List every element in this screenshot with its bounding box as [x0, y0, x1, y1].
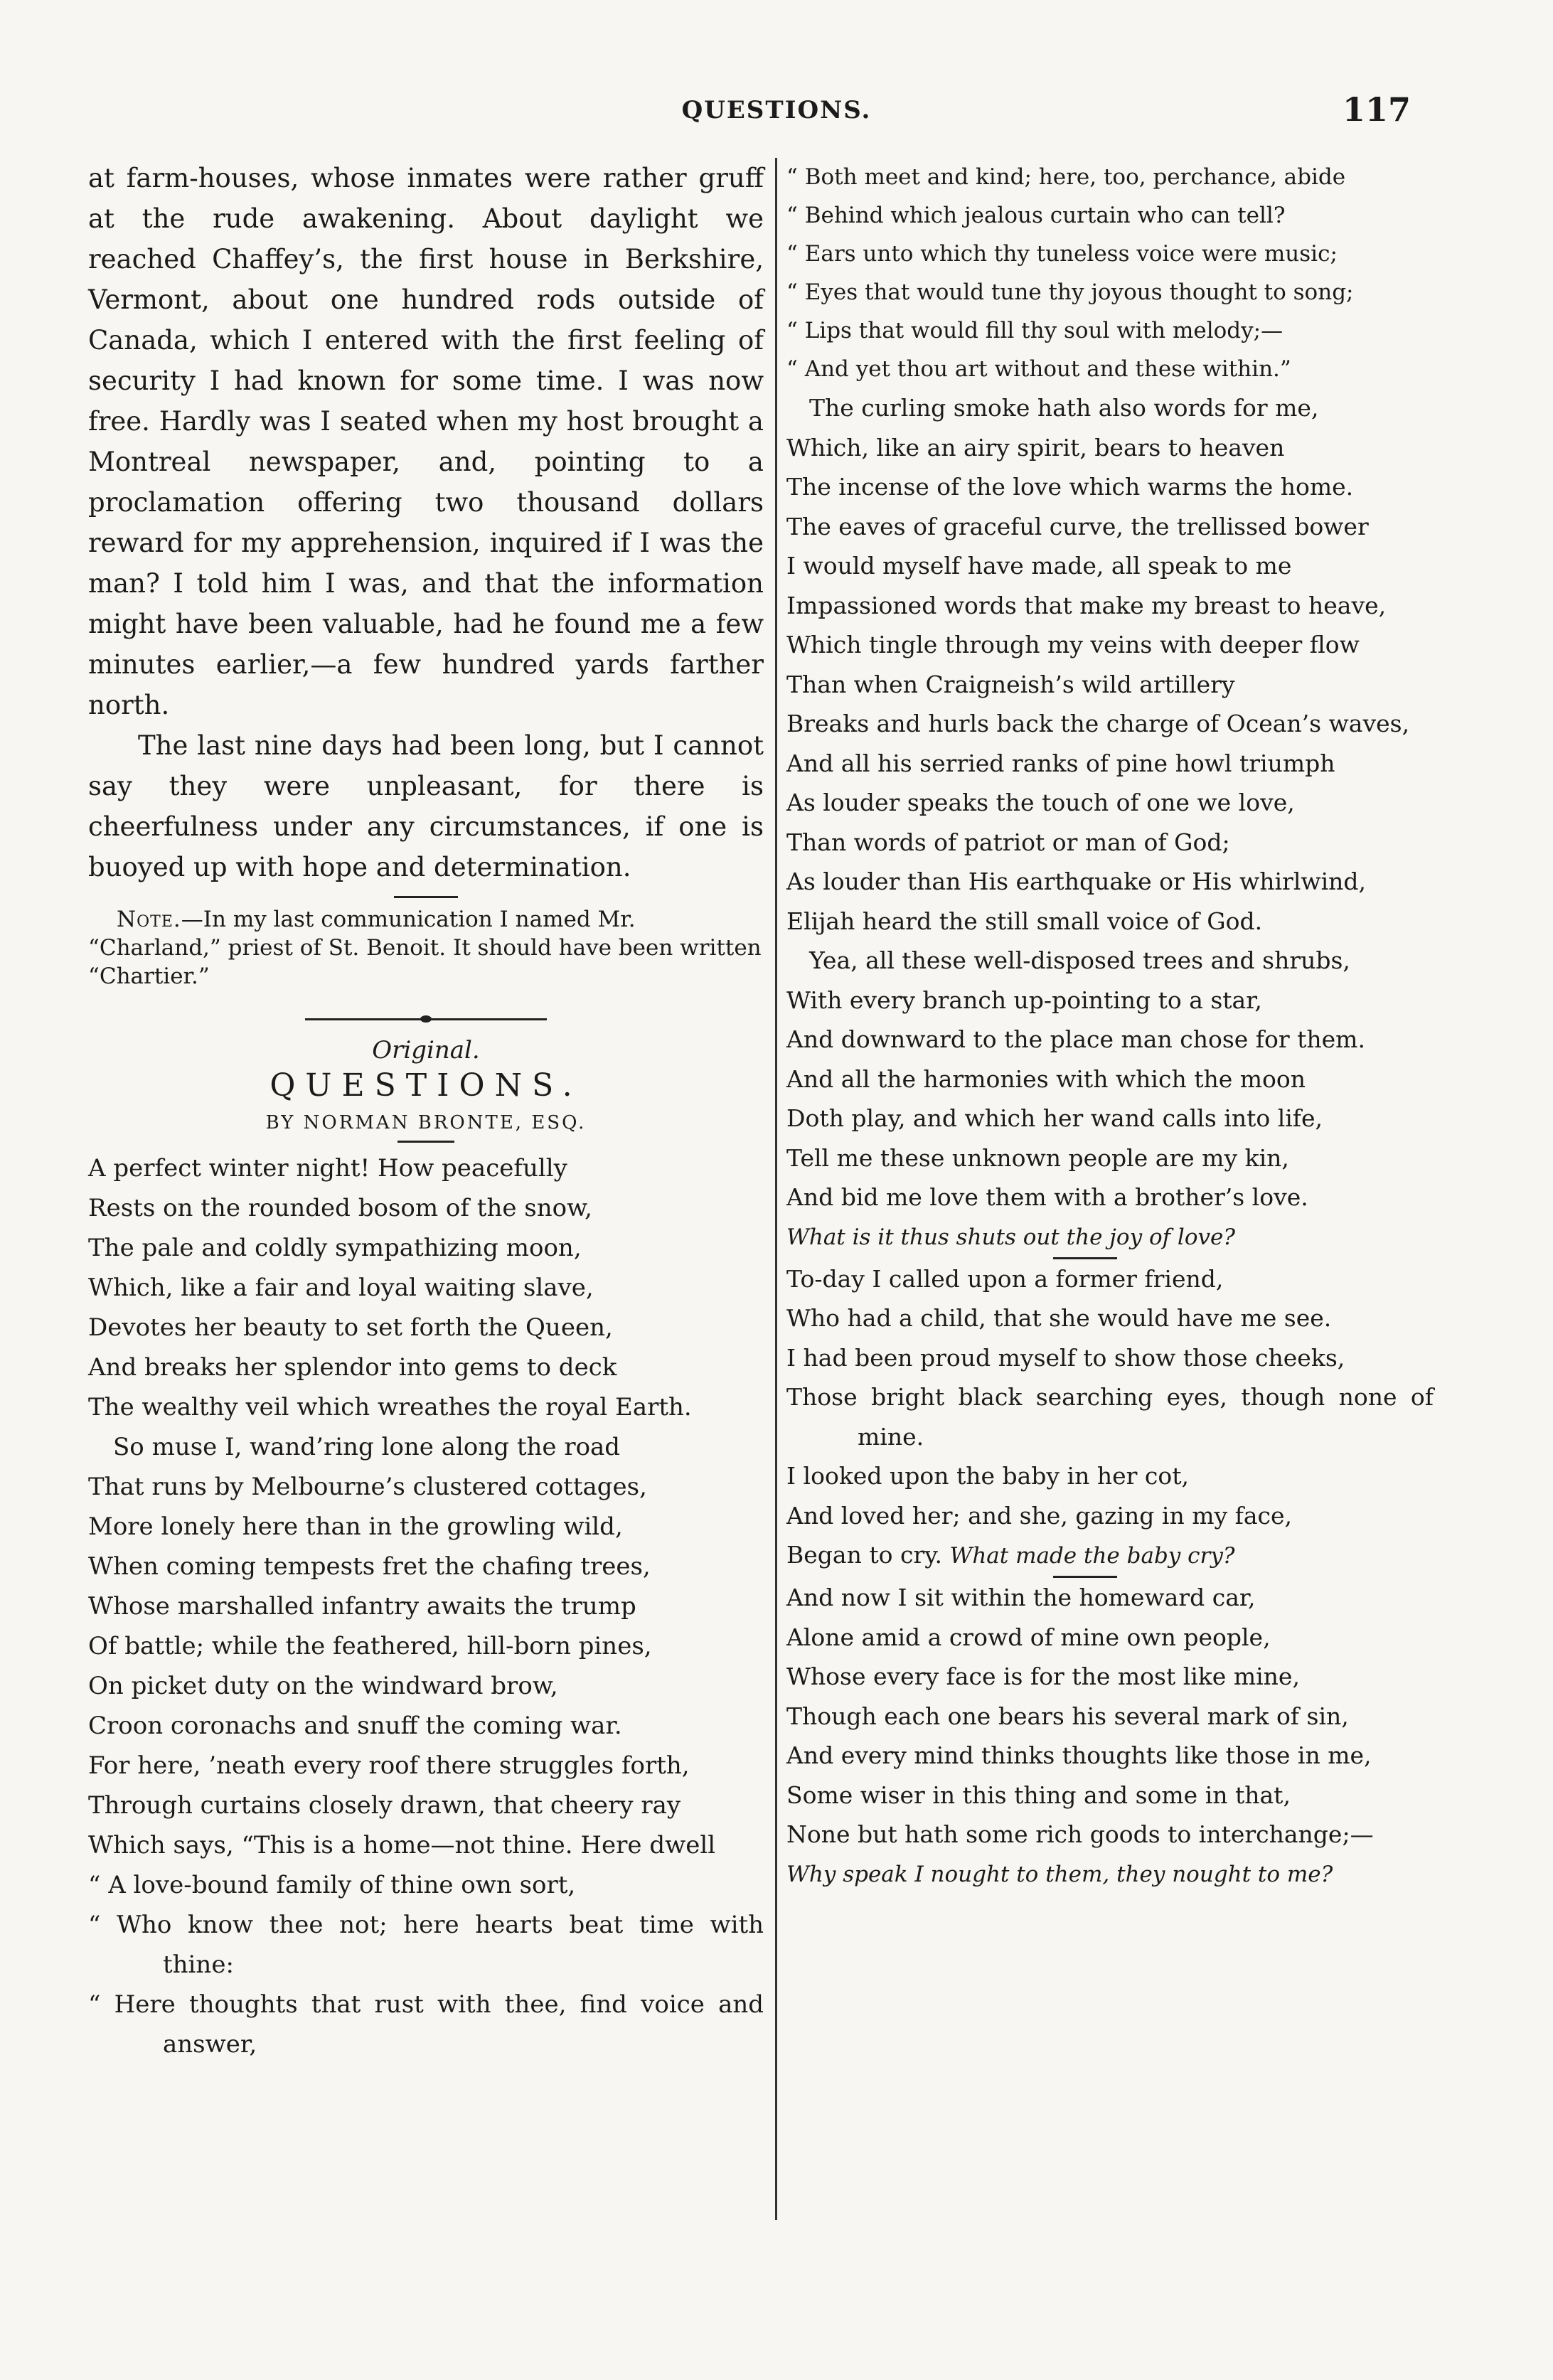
verse-line: More lonely here than in the growling wild,: [88, 1512, 623, 1541]
verse-line: Alone amid a crowd of mine own people,: [786, 1623, 1271, 1651]
ornamental-rule: [305, 1015, 547, 1023]
poem-verse-right-3: [786, 1578, 1434, 1855]
verse-line: The incense of the love which warms the home.: [786, 473, 1354, 501]
verse-line: “ Lips that would fill thy soul with melody;—: [786, 318, 1284, 343]
verse-line: Croon coronachs and snuff the coming war.: [88, 1712, 622, 1740]
column-divider: [775, 158, 777, 2220]
note-text: —In my last communication I named Mr. “Charland,” priest of St. Benoit. It should have been written “Chartier.”: [88, 907, 762, 989]
verse-line: That runs by Melbourne’s clustered cottages,: [88, 1473, 647, 1501]
verse-line: Whose marshalled infantry awaits the trump: [88, 1592, 636, 1621]
verse-line: A perfect winter night! How peacefully: [88, 1154, 567, 1183]
verse-line: Than when Craigneish’s wild artillery: [786, 670, 1235, 698]
verse-line: The wealthy veil which wreathes the royal Earth.: [88, 1393, 692, 1421]
original-label: Original.: [372, 1036, 480, 1064]
verse-line: Elijah heard the still small voice of God.: [786, 907, 1263, 935]
verse-line: And loved her; and she, gazing in my face,: [786, 1501, 1293, 1530]
verse-line: “ A love-bound family of thine own sort,: [88, 1871, 576, 1899]
verse-line: “ Ears unto which thy tuneless voice were music;: [786, 241, 1338, 267]
section-rule: [394, 896, 458, 898]
prose-paragraph: The last nine days had been long, but I cannot say they were unpleasant, for there is cheerfulness under any circumstances, if one is buoyed up with hope and determination.: [88, 730, 764, 882]
verse-line: “ And yet thou art without and these within.”: [786, 356, 1291, 382]
right-column: [786, 158, 1434, 1894]
article-prose: [88, 158, 764, 887]
verse-line: Though each one bears his several mark of sin,: [786, 1702, 1349, 1730]
began-text: Began to cry.: [786, 1541, 942, 1569]
verse-line: Rests on the rounded bosom of the snow,: [88, 1194, 592, 1222]
verse-line: The eaves of graceful curve, the trellissed bower: [786, 512, 1369, 540]
verse-line: And all the harmonies with which the moon: [786, 1064, 1306, 1093]
verse-line: Some wiser in this thing and some in that,: [786, 1781, 1291, 1809]
verse-line: Yea, all these well-disposed trees and shrubs,: [809, 946, 1350, 974]
verse-line: And breaks her splendor into gems to deck: [88, 1353, 617, 1382]
verse-line: Breaks and hurls back the charge of Ocean’s waves,: [786, 710, 1410, 737]
byline-rule: [397, 1141, 454, 1143]
verse-line-began: [786, 1535, 1434, 1576]
verse-line: And every mind thinks thoughts like those in me,: [786, 1741, 1372, 1769]
verse-line: None but hath some rich goods to interchange;—: [786, 1820, 1374, 1848]
verse-line: “ Both meet and kind; here, too, perchance, abide: [786, 164, 1346, 190]
running-title: QUESTIONS.: [681, 96, 872, 124]
verse-line: Through curtains closely drawn, that cheery ray: [88, 1791, 681, 1820]
verse-line: With every branch up-pointing to a star,: [786, 986, 1262, 1014]
verse-line: The curling smoke hath also words for me,: [809, 394, 1319, 422]
verse-line: Which, like a fair and loyal waiting slave,: [88, 1274, 594, 1302]
verse-line: “ Here thoughts that rust with thee, find voice and answer,: [88, 1990, 764, 2059]
byline: BY NORMAN BRONTE, ESQ.: [265, 1112, 587, 1133]
verse-line: So muse I, wand’ring lone along the road: [113, 1433, 621, 1461]
verse-line: Which says, “This is a home—not thine. Here dwell: [88, 1831, 716, 1859]
verse-line: And all his serried ranks of pine howl triumph: [786, 749, 1335, 777]
left-column: [88, 158, 764, 2064]
question-line: What is it thus shuts out the joy of love?: [786, 1224, 1235, 1250]
verse-line: I looked upon the baby in her cot,: [786, 1462, 1189, 1490]
verse-line: To-day I called upon a former friend,: [786, 1264, 1224, 1293]
note-label: Note.: [117, 907, 181, 932]
editor-note: [88, 905, 764, 991]
verse-line: For here, ’neath every roof there struggles forth,: [88, 1751, 690, 1780]
poem-title: QUESTIONS.: [269, 1067, 582, 1104]
verse-line: Of battle; while the feathered, hill-born pines,: [88, 1632, 652, 1660]
verse-line: Than words of patriot or man of God;: [786, 828, 1230, 856]
verse-line: “ Who know thee not; here hearts beat time with thine:: [88, 1911, 764, 1979]
verse-line: Who had a child, that she would have me see.: [786, 1304, 1332, 1332]
page-header: [0, 90, 1553, 139]
poem-verse-right-2: [786, 1259, 1434, 1576]
verse-line: I would myself have made, all speak to me: [786, 552, 1292, 580]
question-line: Why speak I nought to them, they nought to me?: [786, 1861, 1333, 1887]
verse-line: “ Behind which jealous curtain who can tell?: [786, 203, 1286, 228]
verse-line: Impassioned words that make my breast to heave,: [786, 591, 1387, 619]
verse-line: When coming tempests fret the chafing trees,: [88, 1552, 651, 1581]
page-number: 117: [1342, 90, 1411, 129]
verse-line: And downward to the place man chose for them.: [786, 1025, 1365, 1053]
verse-line: And bid me love them with a brother’s love.: [786, 1183, 1308, 1211]
verse-line: And now I sit within the homeward car,: [786, 1584, 1256, 1611]
verse-line: “ Eyes that would tune thy joyous thought to song;: [786, 279, 1354, 305]
question-line: What made the baby cry?: [949, 1543, 1235, 1569]
poem-verse-right: [786, 158, 1434, 1217]
verse-line: As louder than His earthquake or His whirlwind,: [786, 868, 1367, 895]
ornament-dot: [420, 1015, 432, 1023]
verse-line: Those bright black searching eyes, though none of mine.: [786, 1383, 1434, 1451]
verse-line: Doth play, and which her wand calls into life,: [786, 1104, 1323, 1132]
verse-line: On picket duty on the windward brow,: [88, 1672, 558, 1700]
verse-line: The pale and coldly sympathizing moon,: [88, 1234, 582, 1262]
verse-line: Devotes her beauty to set forth the Queen,: [88, 1313, 613, 1342]
verse-line: Tell me these unknown people are my kin,: [786, 1143, 1289, 1172]
verse-line: Whose every face is for the most like mine,: [786, 1663, 1300, 1690]
verse-line: Which, like an airy spirit, bears to heaven: [786, 433, 1285, 461]
verse-line: As louder speaks the touch of one we love,: [786, 789, 1295, 816]
verse-line: Which tingle through my veins with deeper flow: [786, 631, 1360, 658]
verse-line: I had been proud myself to show those cheeks,: [786, 1343, 1345, 1372]
prose-paragraph: at farm-houses, whose inmates were rather gruff at the rude awakening. About daylight we reached Chaffey’s, the first house in Berkshire, Vermont, about one hundred rods outside of Canada, which I entered with the first feeling of security I had known for some time. I was now free. Hardly was I seated when my host brought a Montreal newspaper, and, pointing to a proclamation offering two thousand dollars reward for my apprehension, inquired if I was the man? I told him I was, and that the information might have been valuable, had he found me a few minutes earlier,—a few hundred yards farther north.: [88, 163, 764, 720]
poem-verse-left: [88, 1148, 764, 2064]
